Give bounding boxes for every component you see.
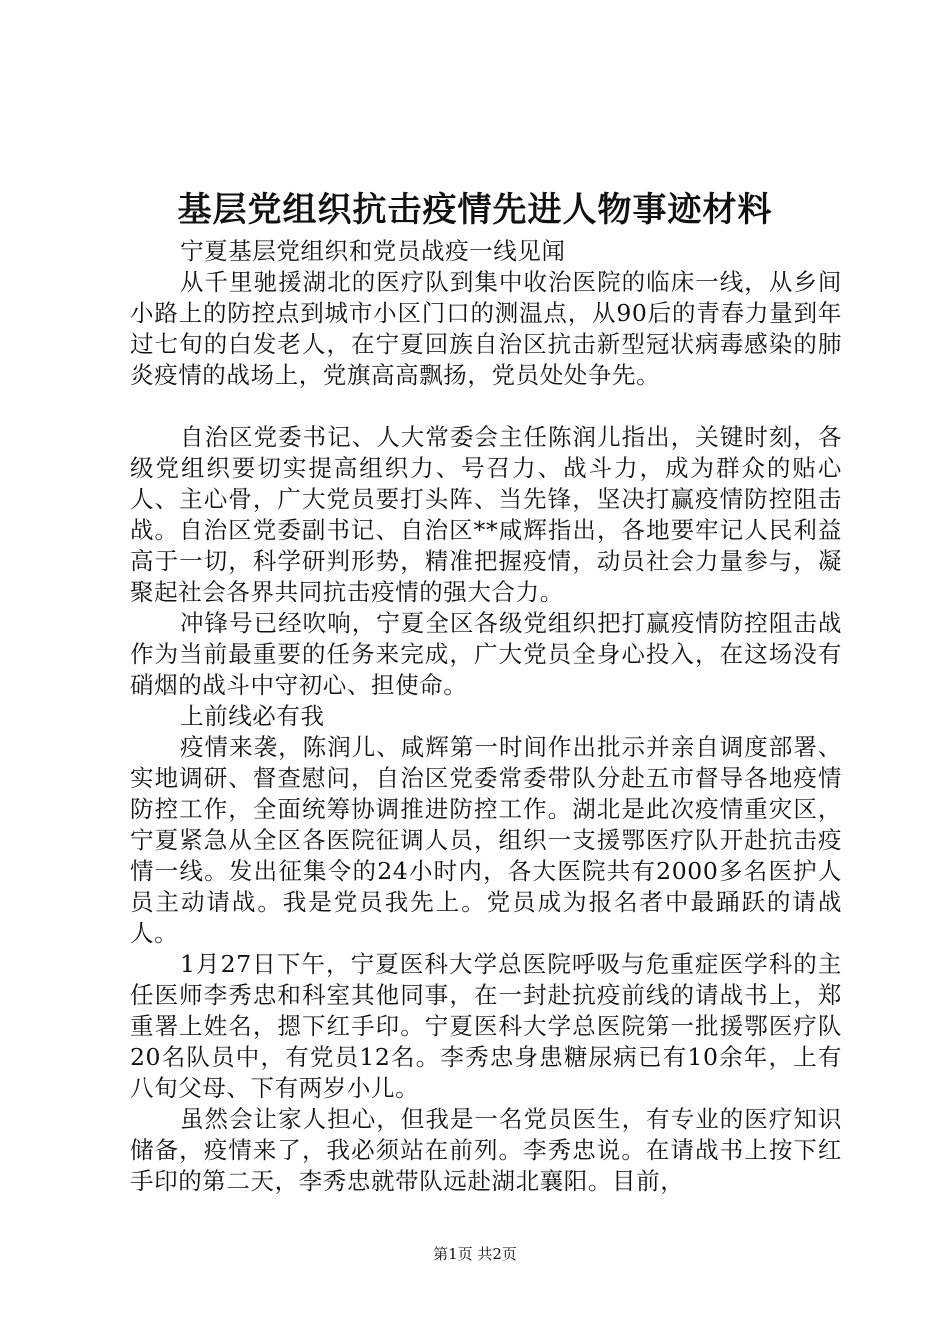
page-number-footer: 第1页 共2页: [433, 1245, 517, 1263]
section-heading: 上前线必有我: [180, 702, 325, 730]
document-body: [130, 236, 842, 1197]
document-title: 基层党组织抗击疫情先进人物事迹材料: [177, 190, 773, 230]
paragraph-epidemic: 疫情来袭，陈润儿、咸辉第一时间作出批示并亲自调度部署、实地调研、督查慰问，自治区党委常委带队分赴五市督导各地疫情防控工作，全面统筹协调推进防控工作。湖北是此次疫情重灾区，宁夏紧急从全区各医院征调人员，组织一支援鄂医疗队开赴抗击疫情一线。发出征集令的24小时内，各大医院共有2000多名医护人员主动请战。我是党员我先上。党员成为报名者中最踊跃的请战人。: [130, 733, 842, 947]
paragraph-bugle: 冲锋号已经吹响，宁夏全区各级党组织把打赢疫情防控阻击战作为当前最重要的任务来完成，广大党员全身心投入，在这场没有硝烟的战斗中守初心、担使命。: [130, 609, 842, 699]
paragraph-jan27: 1月27日下午，宁夏医科大学总医院呼吸与危重症医学科的主任医师李秀忠和科室其他同事，在一封赴抗疫前线的请战书上，郑重署上姓名，摁下红手印。宁夏医科大学总医院第一批援鄂医疗队20名队员中，有党员12名。李秀忠身患糖尿病已有10余年，上有八旬父母、下有两岁小儿。: [130, 950, 842, 1102]
paragraph-leaders: 自治区党委书记、人大常委会主任陈润儿指出，关键时刻，各级党组织要切实提高组织力、号召力、战斗力，成为群众的贴心人、主心骨，广大党员要打头阵、当先锋，坚决打赢疫情防控阻击战。自治区党委副书记、自治区**咸辉指出，各地要牢记人民利益高于一切，科学研判形势，精准把握疫情，动员社会力量参与，凝聚起社会各界共同抗击疫情的强大合力。: [130, 423, 842, 606]
paragraph-subtitle: 宁夏基层党组织和党员战疫一线见闻: [180, 237, 566, 265]
paragraph-intro: 从千里驰援湖北的医疗队到集中收治医院的临床一线，从乡间小路上的防控点到城市小区门口的测温点，从90后的青春力量到年过七旬的白发老人，在宁夏回族自治区抗击新型冠状病毒感染的肺炎疫情的战场上，党旗高高飘扬，党员处处争先。: [130, 268, 842, 389]
paragraph-li-xiuzhong: 虽然会让家人担心，但我是一名党员医生，有专业的医疗知识储备，疫情来了，我必须站在前列。李秀忠说。在请战书上按下红手印的第二天，李秀忠就带队远赴湖北襄阳。目前，: [130, 1105, 842, 1195]
